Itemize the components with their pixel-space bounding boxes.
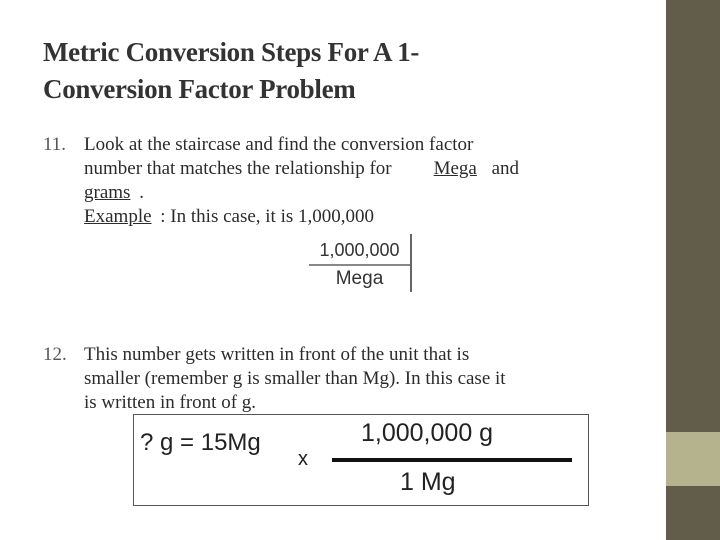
step-12-line-1: This number gets written in front of the unit that is: [84, 344, 470, 365]
step-11-line-2-end: and: [486, 158, 520, 179]
sidebar-accent-block: [666, 432, 720, 486]
step-11-line-2-text: number that matches the relationship for: [84, 158, 392, 179]
step-12-line-2: smaller (remember g is smaller than Mg). In this case it: [84, 368, 506, 389]
step-12-text: [84, 343, 604, 415]
mega-value: 1,000,000: [309, 238, 410, 266]
fraction-bar: [332, 458, 572, 462]
title-line-1: Metric Conversion Steps For A 1-: [43, 37, 420, 67]
step-12-number: 12.: [43, 344, 67, 365]
equation-numerator: 1,000,000 g: [361, 419, 494, 447]
step-11-line-4: [84, 205, 604, 229]
sidebar-bottom-block: [666, 486, 720, 540]
mega-conversion-box: [309, 234, 412, 292]
step-11-line-4-text: : In this case, it is 1,000,000: [155, 206, 375, 227]
conversion-equation: [133, 414, 589, 506]
mega-unit: Mega: [335, 268, 384, 289]
step-12-line-3: is written in front of g.: [84, 392, 257, 413]
slide-title: [43, 34, 603, 108]
equation-denominator: 1 Mg: [400, 468, 456, 496]
step-11-number: 11.: [43, 134, 67, 155]
equation-left: ? g = 15Mg: [140, 429, 261, 456]
mega-word: Mega: [433, 158, 477, 179]
multiply-sign: x: [298, 448, 308, 470]
grams-word: grams: [84, 182, 131, 203]
step-11-line-3: [84, 181, 604, 205]
step-11-text: [84, 133, 604, 229]
step-11-line-1: Look at the staircase and find the conversion factor: [84, 134, 474, 155]
title-line-2: Conversion Factor Problem: [43, 74, 356, 104]
step-11-line-2: [84, 157, 604, 181]
example-word: Example: [84, 206, 152, 227]
step-11-line-3-end: .: [134, 182, 144, 203]
